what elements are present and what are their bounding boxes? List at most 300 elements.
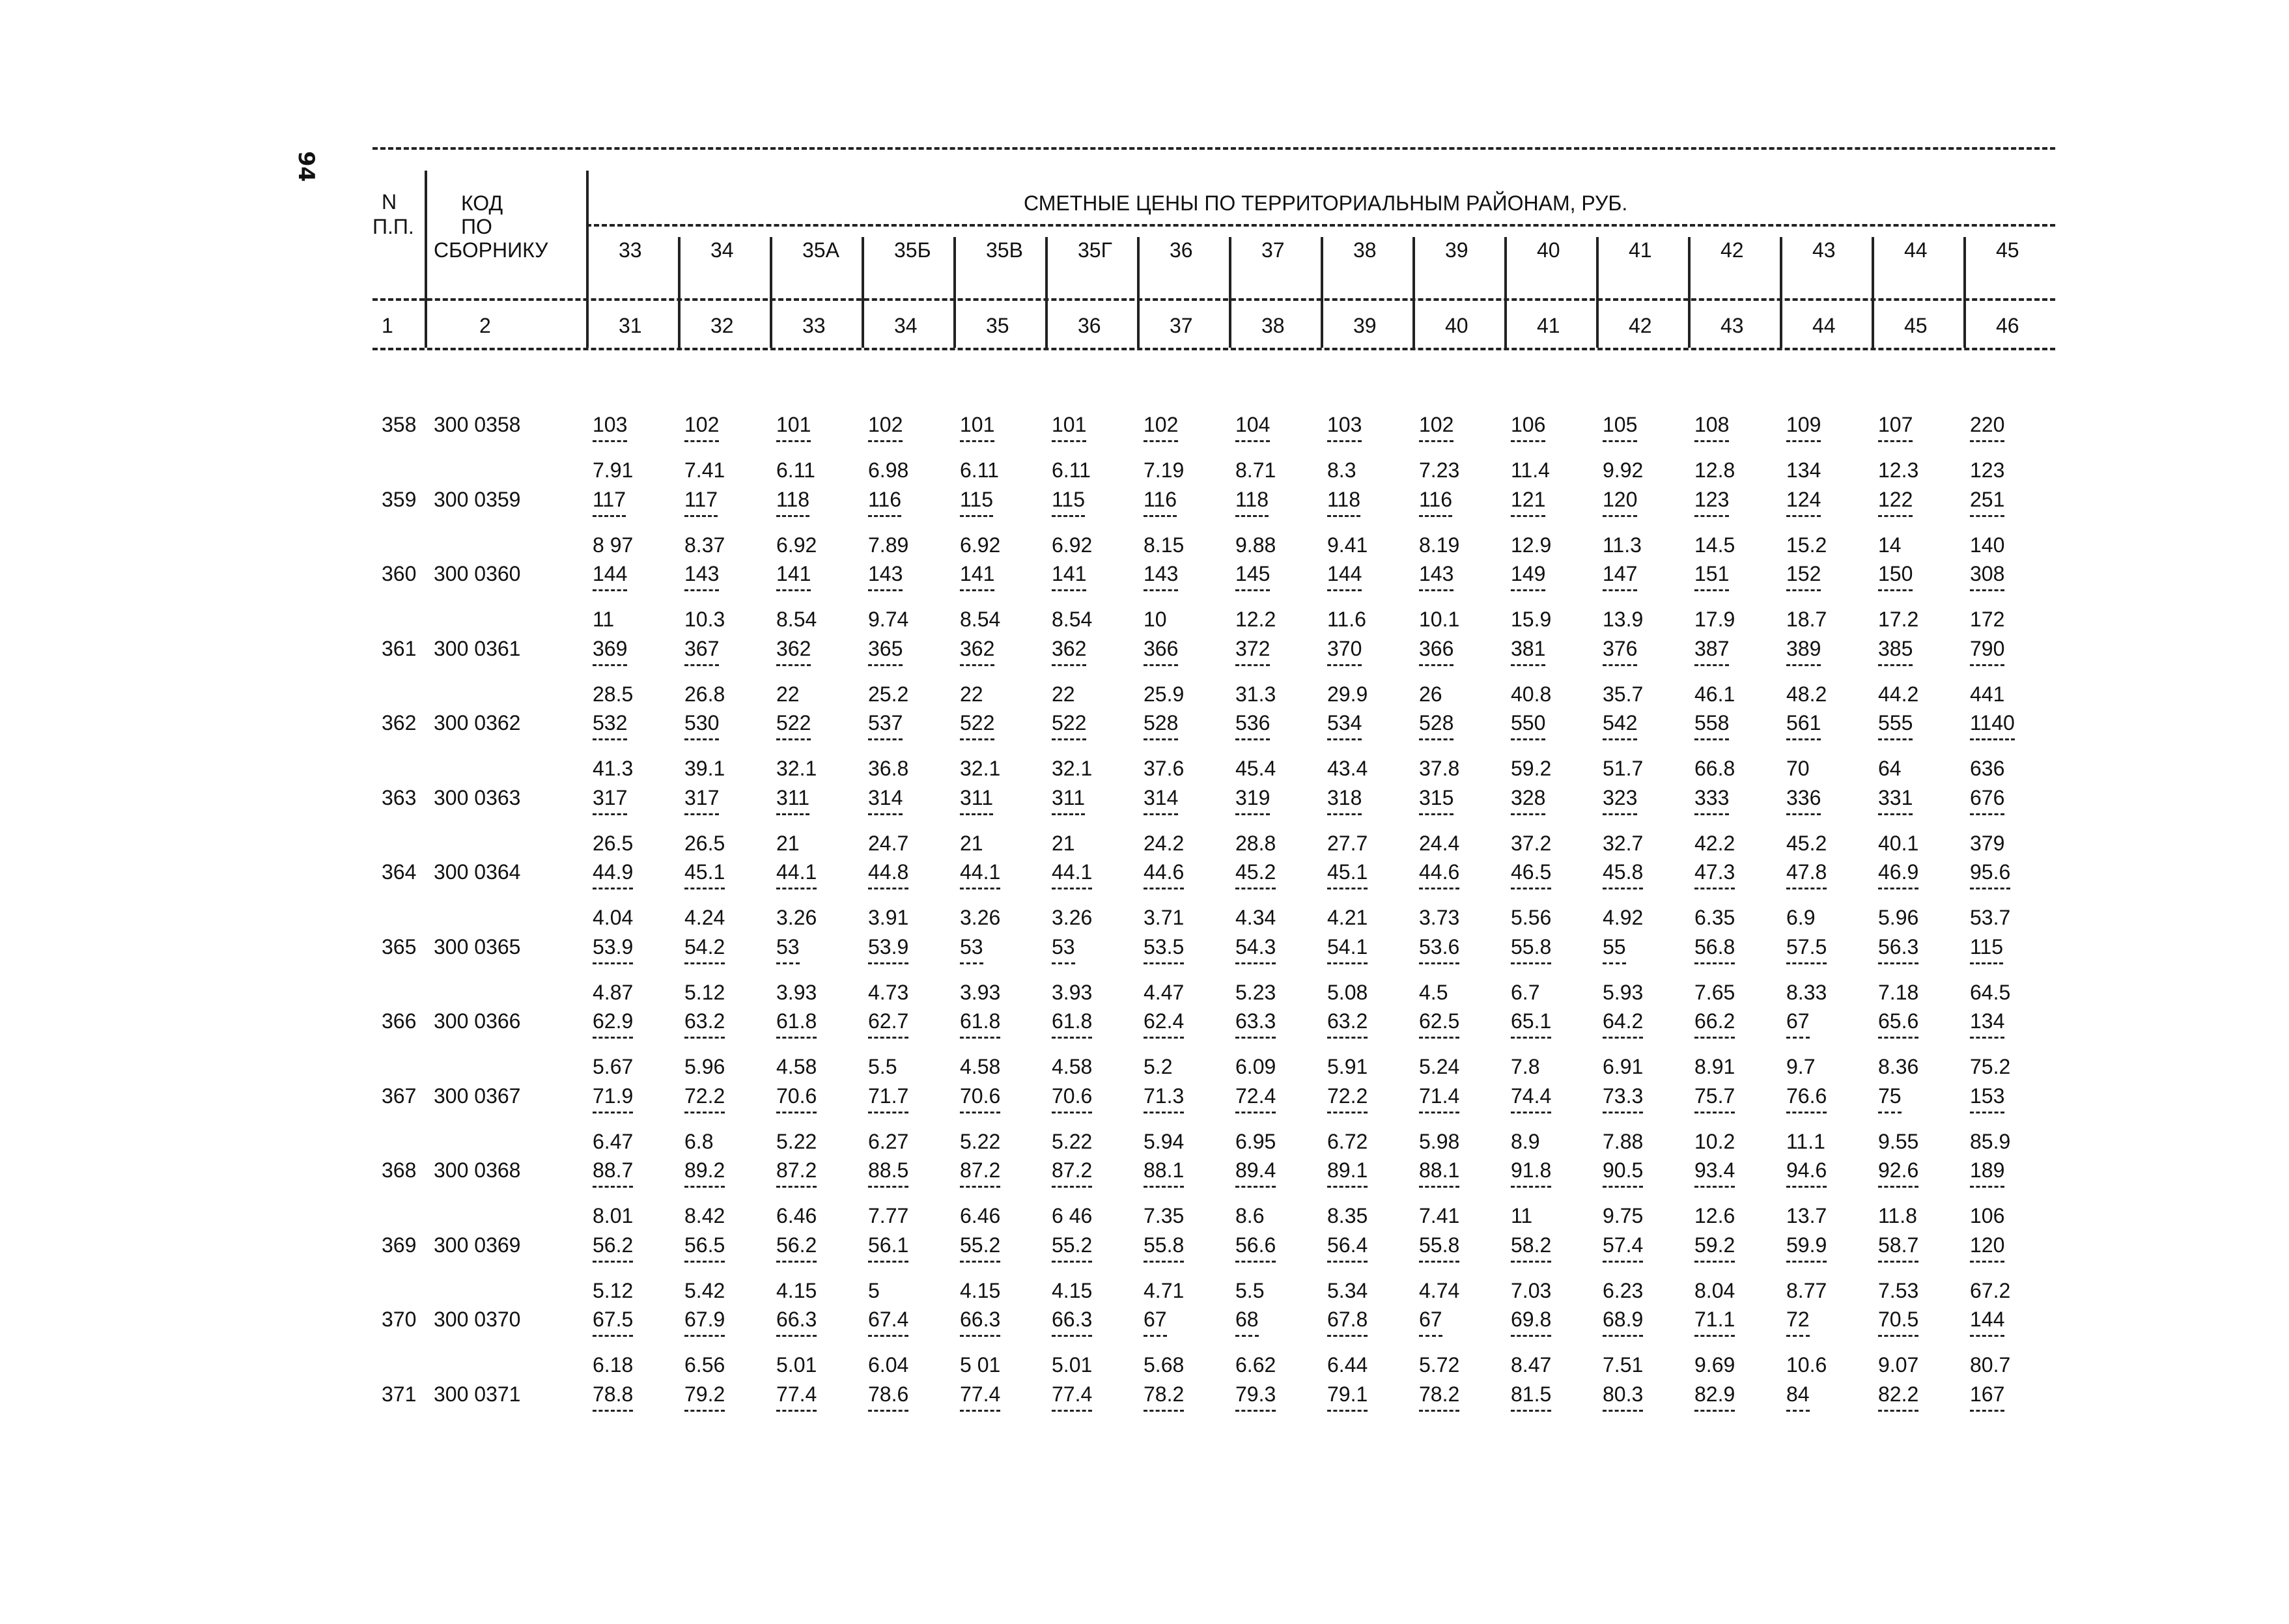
price-value: 53 [776,936,800,964]
price-value: 542 [1603,712,1637,740]
price-value: 144 [593,563,627,591]
price-value: 143 [1419,563,1453,591]
labor-cost-value: 3.91 [868,906,909,929]
price-value: 308 [1970,563,2004,591]
price-value: 385 [1878,638,1913,666]
labor-cost-value: 11 [1511,1204,1533,1227]
labor-cost-value: 5.34 [1327,1278,1368,1302]
labor-cost-value: 4.15 [1052,1278,1093,1302]
labor-cost-value: 6.98 [868,458,909,482]
price-value: 72 [1786,1309,1810,1337]
price-value: 95.6 [1970,861,2010,889]
labor-cost-value: 636 [1970,757,2005,780]
price-value: 561 [1786,712,1821,740]
price-value: 311 [960,787,993,815]
district-header: 35А [802,238,839,262]
price-value: 56.2 [593,1235,633,1263]
column-number: 40 [1445,314,1468,337]
price-value: 44.9 [593,861,633,889]
price-value: 369 [593,638,627,666]
price-value: 54.1 [1327,936,1368,964]
price-value: 367 [684,638,719,666]
price-value: 790 [1970,638,2004,666]
price-value: 71.4 [1419,1085,1459,1113]
price-value: 144 [1327,563,1362,591]
labor-cost-value: 10.2 [1694,1129,1735,1153]
labor-cost-value: 6.27 [868,1129,909,1153]
price-value: 94.6 [1786,1160,1827,1188]
price-value: 84 [1786,1384,1810,1412]
labor-cost-value: 5.42 [684,1278,725,1302]
labor-cost-value: 8.42 [684,1204,725,1227]
labor-cost-value: 4.21 [1327,906,1368,929]
price-value: 44.1 [776,861,817,889]
price-value: 550 [1511,712,1545,740]
price-value: 69.8 [1511,1309,1551,1337]
labor-cost-value: 8.91 [1694,1055,1735,1078]
labor-cost-value: 3.93 [1052,980,1093,1004]
labor-cost-value: 25.2 [868,682,909,706]
labor-cost-value: 67.2 [1970,1278,2011,1302]
price-value: 62.5 [1419,1011,1459,1039]
labor-cost-value: 59.2 [1511,757,1552,780]
labor-cost-value: 8.6 [1235,1204,1265,1227]
column-number: 1 [382,314,393,337]
price-value: 67.9 [684,1309,725,1337]
price-value: 78.8 [593,1384,633,1412]
labor-cost-value: 6.95 [1235,1129,1276,1153]
labor-cost-value: 37.6 [1144,757,1185,780]
labor-cost-value: 11.4 [1511,458,1550,482]
labor-cost-value: 42.2 [1694,831,1735,855]
labor-cost-value: 32.7 [1603,831,1644,855]
labor-cost-value: 8.35 [1327,1204,1368,1227]
labor-cost-value: 6.09 [1235,1055,1276,1078]
price-value: 89.4 [1235,1160,1276,1188]
price-value: 53.5 [1144,936,1184,964]
price-value: 372 [1235,638,1270,666]
price-value: 71.1 [1694,1309,1735,1337]
price-value: 56.8 [1694,936,1735,964]
price-value: 71.7 [868,1085,908,1113]
labor-cost-value: 37.8 [1419,757,1460,780]
price-value: 88.5 [868,1160,908,1188]
price-value: 82.9 [1694,1384,1735,1412]
labor-cost-value: 8.01 [593,1204,634,1227]
district-header: 33 [619,238,642,262]
row-code: 300 0360 [434,562,521,585]
price-value: 70.5 [1878,1309,1918,1337]
price-value: 56.1 [868,1235,908,1263]
labor-cost-value: 6.11 [1052,458,1091,482]
price-value: 72.2 [684,1085,725,1113]
column-number: 38 [1261,314,1285,337]
labor-cost-value: 5.94 [1144,1129,1185,1153]
labor-cost-value: 6.91 [1603,1055,1644,1078]
row-number: 371 [382,1382,417,1406]
labor-cost-value: 28.8 [1235,831,1276,855]
price-value: 150 [1878,563,1913,591]
labor-cost-value: 6.72 [1327,1129,1368,1153]
price-value: 123 [1694,489,1729,517]
column-number: 32 [710,314,734,337]
price-value: 530 [684,712,719,740]
price-value: 120 [1603,489,1637,517]
price-value: 71.9 [593,1085,633,1113]
price-value: 117 [593,489,626,517]
price-value: 63.3 [1235,1011,1276,1039]
price-value: 70.6 [1052,1085,1092,1113]
labor-cost-value: 7.03 [1511,1278,1552,1302]
labor-cost-value: 70 [1786,757,1810,780]
labor-cost-value: 5.67 [593,1055,634,1078]
row-code: 300 0363 [434,785,521,809]
price-value: 56.4 [1327,1235,1368,1263]
header-divider [1321,237,1323,348]
price-value: 53.9 [868,936,908,964]
labor-cost-value: 5.93 [1603,980,1644,1004]
price-value: 105 [1603,414,1637,442]
price-value: 251 [1970,489,2004,517]
price-value: 65.6 [1878,1011,1918,1039]
price-value: 45.8 [1603,861,1643,889]
col-code-label: КОД [461,191,503,215]
labor-cost-value: 5.98 [1419,1129,1460,1153]
price-value: 45.1 [684,861,725,889]
price-value: 80.3 [1603,1384,1643,1412]
price-value: 362 [960,638,994,666]
price-value: 366 [1144,638,1178,666]
labor-cost-value: 11 [593,608,615,631]
price-value: 53 [960,936,983,964]
price-value: 56.3 [1878,936,1918,964]
price-value: 92.6 [1878,1160,1918,1188]
labor-cost-value: 8.33 [1786,980,1827,1004]
district-header: 37 [1261,238,1285,262]
labor-cost-value: 3.93 [776,980,817,1004]
labor-cost-value: 7.65 [1694,980,1735,1004]
price-value: 336 [1786,787,1821,815]
labor-cost-value: 5.01 [776,1353,817,1377]
labor-cost-value: 26 [1419,682,1442,706]
row-code: 300 0368 [434,1158,521,1182]
price-value: 534 [1327,712,1362,740]
labor-cost-value: 48.2 [1786,682,1827,706]
price-value: 124 [1786,489,1821,517]
labor-cost-value: 53.7 [1970,906,2011,929]
labor-cost-value: 9.07 [1878,1353,1919,1377]
column-number: 44 [1812,314,1836,337]
header-divider [1596,237,1599,348]
price-value: 67 [1419,1309,1442,1337]
price-value: 68 [1235,1309,1259,1337]
labor-cost-value: 40.1 [1878,831,1919,855]
district-header: 42 [1720,238,1744,262]
price-value: 55.2 [1052,1235,1092,1263]
price-value: 73.3 [1603,1085,1643,1113]
labor-cost-value: 6.46 [776,1204,817,1227]
price-value: 88.1 [1144,1160,1184,1188]
price-value: 64.2 [1603,1011,1643,1039]
price-value: 47.8 [1786,861,1827,889]
labor-cost-value: 80.7 [1970,1353,2011,1377]
labor-cost-value: 6.92 [776,533,817,557]
labor-cost-value: 4.74 [1419,1278,1460,1302]
price-value: 141 [776,563,811,591]
col-code-label: СБОРНИКУ [434,238,548,262]
labor-cost-value: 3.26 [1052,906,1093,929]
labor-cost-value: 6.47 [593,1129,634,1153]
district-header: 38 [1353,238,1377,262]
labor-cost-value: 64 [1878,757,1902,780]
labor-cost-value: 12.6 [1694,1204,1735,1227]
price-value: 152 [1786,563,1821,591]
labor-cost-value: 8.54 [1052,608,1093,631]
header-divider [586,171,589,348]
column-number: 36 [1078,314,1101,337]
price-value: 102 [1144,414,1178,442]
price-value: 47.3 [1694,861,1735,889]
labor-cost-value: 39.1 [684,757,725,780]
labor-cost-value: 3.26 [776,906,817,929]
price-value: 77.4 [776,1384,817,1412]
labor-cost-value: 6.44 [1327,1353,1368,1377]
price-value: 88.1 [1419,1160,1459,1188]
labor-cost-value: 14.5 [1694,533,1735,557]
price-value: 362 [1052,638,1086,666]
labor-cost-value: 6.35 [1694,906,1735,929]
labor-cost-value: 379 [1970,831,2005,855]
price-value: 118 [1235,489,1269,517]
labor-cost-value: 5.23 [1235,980,1276,1004]
header-divider [862,237,864,348]
labor-cost-value: 12.8 [1694,458,1735,482]
labor-cost-value: 8.04 [1694,1278,1735,1302]
price-value: 45.1 [1327,861,1368,889]
labor-cost-value: 26.5 [593,831,634,855]
price-value: 59.9 [1786,1235,1827,1263]
labor-cost-value: 37.2 [1511,831,1552,855]
price-value: 55.2 [960,1235,1000,1263]
row-code: 300 0370 [434,1308,521,1331]
labor-cost-value: 134 [1786,458,1821,482]
price-value: 314 [868,787,903,815]
price-value: 77.4 [960,1384,1000,1412]
labor-cost-value: 4.15 [776,1278,817,1302]
labor-cost-value: 85.9 [1970,1129,2011,1153]
labor-cost-value: 22 [776,682,800,706]
price-value: 55 [1603,936,1626,964]
district-header: 35Б [894,238,931,262]
header-divider [1963,237,1966,348]
labor-cost-value: 6.8 [684,1129,714,1153]
row-code: 300 0358 [434,413,521,436]
price-value: 66.3 [1052,1309,1092,1337]
row-code: 300 0366 [434,1009,521,1033]
labor-cost-value: 106 [1970,1204,2005,1227]
price-value: 76.6 [1786,1085,1827,1113]
price-value: 90.5 [1603,1160,1643,1188]
labor-cost-value: 7.19 [1144,458,1185,482]
price-value: 370 [1327,638,1362,666]
labor-cost-value: 4.04 [593,906,634,929]
labor-cost-value: 14 [1878,533,1902,557]
price-value: 75.7 [1694,1085,1735,1113]
row-number: 358 [382,413,417,436]
price-value: 87.2 [1052,1160,1092,1188]
price-value: 53.9 [593,936,633,964]
labor-cost-value: 5 01 [960,1353,1001,1377]
labor-cost-value: 7.91 [593,458,634,482]
price-value: 387 [1694,638,1729,666]
labor-cost-value: 7.41 [1419,1204,1460,1227]
labor-cost-value: 4.58 [960,1055,1001,1078]
price-value: 72.4 [1235,1085,1276,1113]
header-divider [1045,237,1048,348]
labor-cost-value: 5.96 [684,1055,725,1078]
row-code: 300 0367 [434,1084,521,1108]
district-header: 44 [1904,238,1928,262]
price-value: 75 [1878,1085,1902,1113]
price-value: 77.4 [1052,1384,1092,1412]
labor-cost-value: 4.87 [593,980,634,1004]
price-value: 55.8 [1144,1235,1184,1263]
price-value: 107 [1878,414,1913,442]
labor-cost-value: 7.89 [868,533,909,557]
column-number: 42 [1629,314,1652,337]
row-code: 300 0369 [434,1233,521,1257]
labor-cost-value: 10.1 [1419,608,1460,631]
row-code: 300 0365 [434,934,521,959]
table-header [372,147,2055,352]
labor-cost-value: 5.22 [960,1129,1001,1153]
price-value: 91.8 [1511,1160,1551,1188]
price-value: 537 [868,712,903,740]
price-value: 528 [1144,712,1178,740]
district-header: 36 [1170,238,1193,262]
labor-cost-value: 13.9 [1603,608,1644,631]
col-n-label: N [382,190,397,214]
price-value: 676 [1970,787,2004,815]
price-value: 555 [1878,712,1913,740]
labor-cost-value: 28.5 [593,682,634,706]
labor-cost-value: 5.2 [1144,1055,1173,1078]
labor-cost-value: 8.36 [1878,1055,1919,1078]
header-divider [1137,237,1140,348]
labor-cost-value: 12.3 [1878,458,1919,482]
labor-cost-value: 7.41 [684,458,725,482]
labor-cost-value: 6.23 [1603,1278,1644,1302]
labor-cost-value: 7.77 [868,1204,909,1227]
row-number: 363 [382,785,417,809]
labor-cost-value: 5.24 [1419,1055,1460,1078]
price-value: 116 [1144,489,1177,517]
column-number: 2 [479,314,491,337]
header-bottom-rule [372,348,2055,350]
price-value: 79.1 [1327,1384,1368,1412]
labor-cost-value: 13.7 [1786,1204,1827,1227]
labor-cost-value: 10.6 [1786,1353,1827,1377]
price-value: 389 [1786,638,1821,666]
price-value: 61.8 [776,1011,817,1039]
price-value: 66.3 [960,1309,1000,1337]
labor-cost-value: 22 [960,682,983,706]
price-value: 102 [684,414,719,442]
district-header: 43 [1812,238,1836,262]
labor-cost-value: 11.1 [1786,1129,1825,1153]
labor-cost-value: 7.8 [1511,1055,1540,1078]
price-value: 63.2 [1327,1011,1368,1039]
labor-cost-value: 26.5 [684,831,725,855]
header-title-rule [586,224,2055,227]
price-value: 319 [1235,787,1270,815]
price-value: 147 [1603,563,1637,591]
labor-cost-value: 9.55 [1878,1129,1919,1153]
price-value: 93.4 [1694,1160,1735,1188]
price-value: 61.8 [960,1011,1000,1039]
col-n-label: П.П. [372,215,414,238]
labor-cost-value: 8 97 [593,533,634,557]
price-value: 102 [1419,414,1453,442]
labor-cost-value: 9.7 [1786,1055,1816,1078]
labor-cost-value: 27.7 [1327,831,1368,855]
header-divider [1688,237,1691,348]
labor-cost-value: 21 [776,831,800,855]
labor-cost-value: 8.15 [1144,533,1185,557]
price-value: 149 [1511,563,1545,591]
price-value: 56.6 [1235,1235,1276,1263]
row-code: 300 0371 [434,1382,521,1406]
labor-cost-value: 5.12 [593,1278,634,1302]
price-value: 108 [1694,414,1729,442]
labor-cost-value: 6.11 [960,458,999,482]
price-value: 101 [960,414,994,442]
labor-cost-value: 64.5 [1970,980,2011,1004]
labor-cost-value: 9.88 [1235,533,1276,557]
price-value: 62.7 [868,1011,908,1039]
labor-cost-value: 4.73 [868,980,909,1004]
labor-cost-value: 8.54 [776,608,817,631]
labor-cost-value: 29.9 [1327,682,1368,706]
table-title: СМЕТНЫЕ ЦЕНЫ ПО ТЕРРИТОРИАЛЬНЫМ РАЙОНАМ, РУБ. [1024,191,1628,215]
labor-cost-value: 4.15 [960,1278,1001,1302]
price-value: 103 [593,414,627,442]
price-value: 67.5 [593,1309,633,1337]
labor-cost-value: 51.7 [1603,757,1644,780]
labor-cost-value: 9.41 [1327,533,1368,557]
labor-cost-value: 5.72 [1419,1353,1460,1377]
district-header: 39 [1445,238,1468,262]
price-value: 57.5 [1786,936,1827,964]
price-value: 366 [1419,638,1453,666]
price-value: 58.2 [1511,1235,1551,1263]
labor-cost-value: 8.71 [1235,458,1276,482]
labor-cost-value: 75.2 [1970,1055,2011,1078]
labor-cost-value: 8.37 [684,533,725,557]
district-header: 41 [1629,238,1652,262]
column-number: 34 [894,314,918,337]
price-value: 522 [960,712,994,740]
price-value: 74.4 [1511,1085,1551,1113]
labor-cost-value: 123 [1970,458,2005,482]
price-value: 79.3 [1235,1384,1276,1412]
labor-cost-value: 3.71 [1144,906,1185,929]
labor-cost-value: 6.18 [593,1353,634,1377]
labor-cost-value: 45.2 [1786,831,1827,855]
labor-cost-value: 66.8 [1694,757,1735,780]
labor-cost-value: 25.9 [1144,682,1185,706]
price-value: 362 [776,638,811,666]
